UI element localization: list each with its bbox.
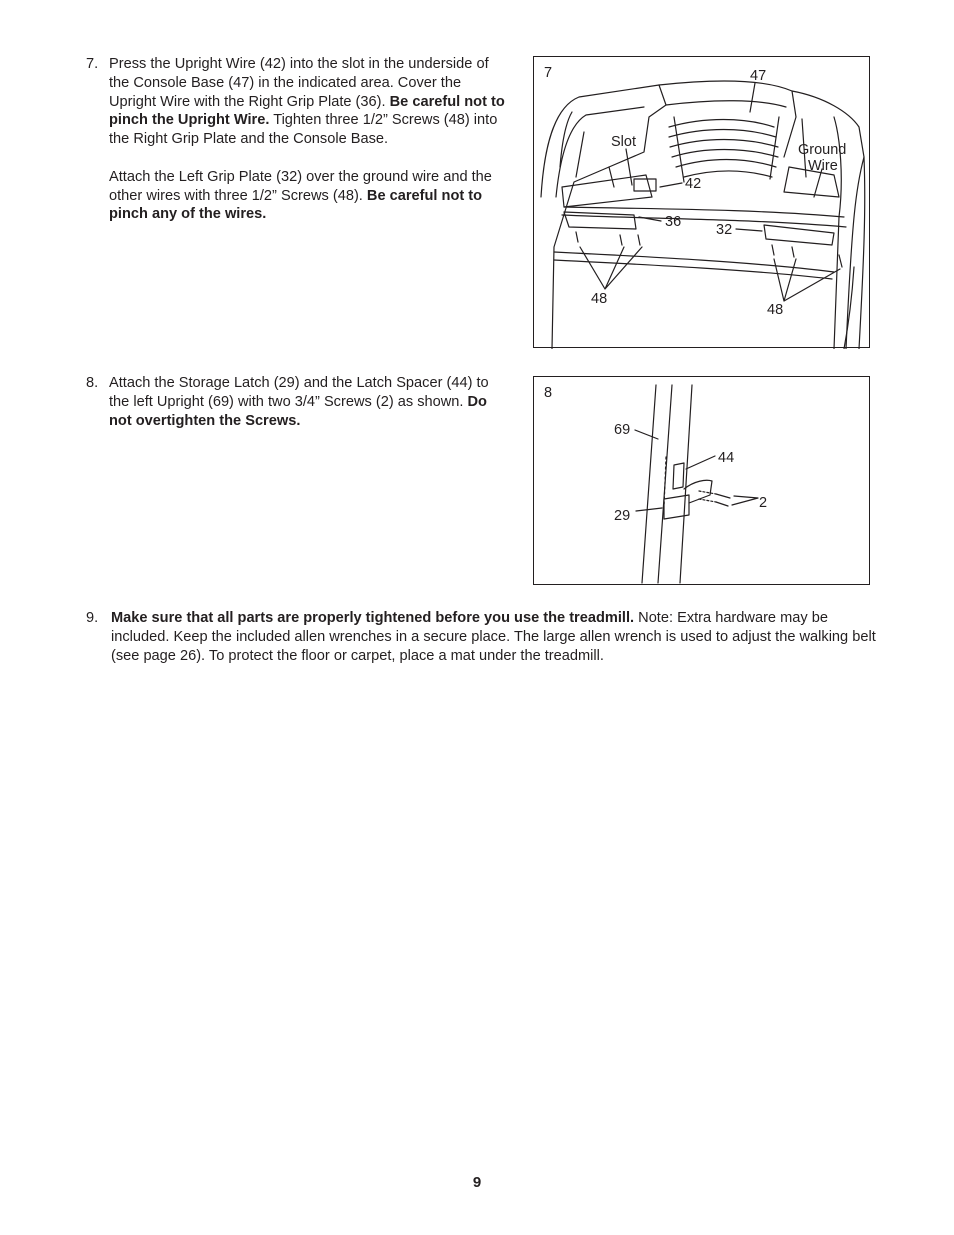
figure-7-drawing xyxy=(534,57,871,349)
label-storage-latch: 29 xyxy=(614,508,631,524)
step-body xyxy=(111,609,876,684)
label-latch-spacer: 44 xyxy=(718,450,735,466)
label-ground-wire-2: Wire xyxy=(808,158,838,174)
step-number: 7. xyxy=(86,56,99,72)
label-screws-right: 48 xyxy=(767,302,784,318)
step-body xyxy=(109,374,511,449)
label-right-grip-plate: 36 xyxy=(665,214,682,230)
figure-8 xyxy=(533,376,870,585)
figure-number: 7 xyxy=(544,65,553,81)
step-paragraph: Make sure that all parts are properly tightened before you use the treadmill. Note: Extra hardware may be included. Keep the included allen wrenches in a secure place. The large allen wrench is used to adjust the walking belt (see page 26). To protect the floor or carpet, place a mat under the treadmill. xyxy=(111,610,876,664)
label-screws-left: 48 xyxy=(591,291,608,307)
label-left-grip-plate: 32 xyxy=(716,222,733,238)
page-number: 9 xyxy=(472,1174,482,1191)
label-ground-wire-1: Ground xyxy=(798,142,847,158)
step-paragraph: Press the Upright Wire (42) into the slot in the underside of the Console Base (47) in the indicated area. Cover the Upright Wire with the Right Grip Plate (36). Be careful not to pinch the Upright Wire. Tighten three 1/2” Screws (48) into the Right Grip Plate and the Console Base. xyxy=(109,56,505,148)
label-slot: Slot xyxy=(611,134,636,150)
step-number: 8. xyxy=(86,375,99,391)
label-upright-wire: 42 xyxy=(685,176,702,192)
label-console-base: 47 xyxy=(750,68,767,84)
step-body xyxy=(109,55,511,243)
step-paragraph: Attach the Storage Latch (29) and the Latch Spacer (44) to the left Upright (69) with two 3/4” Screws (2) as shown. Do not overtighten the Screws. xyxy=(109,375,489,429)
label-screws: 2 xyxy=(759,495,768,511)
step-number: 9. xyxy=(86,610,99,626)
figure-number: 8 xyxy=(544,385,553,401)
step-paragraph: Attach the Left Grip Plate (32) over the ground wire and the other wires with three 1/2” Screws (48). Be careful not to pinch any of the wires. xyxy=(109,168,492,223)
label-upright: 69 xyxy=(614,422,631,438)
figure-8-drawing xyxy=(534,377,871,586)
figure-7 xyxy=(533,56,870,348)
